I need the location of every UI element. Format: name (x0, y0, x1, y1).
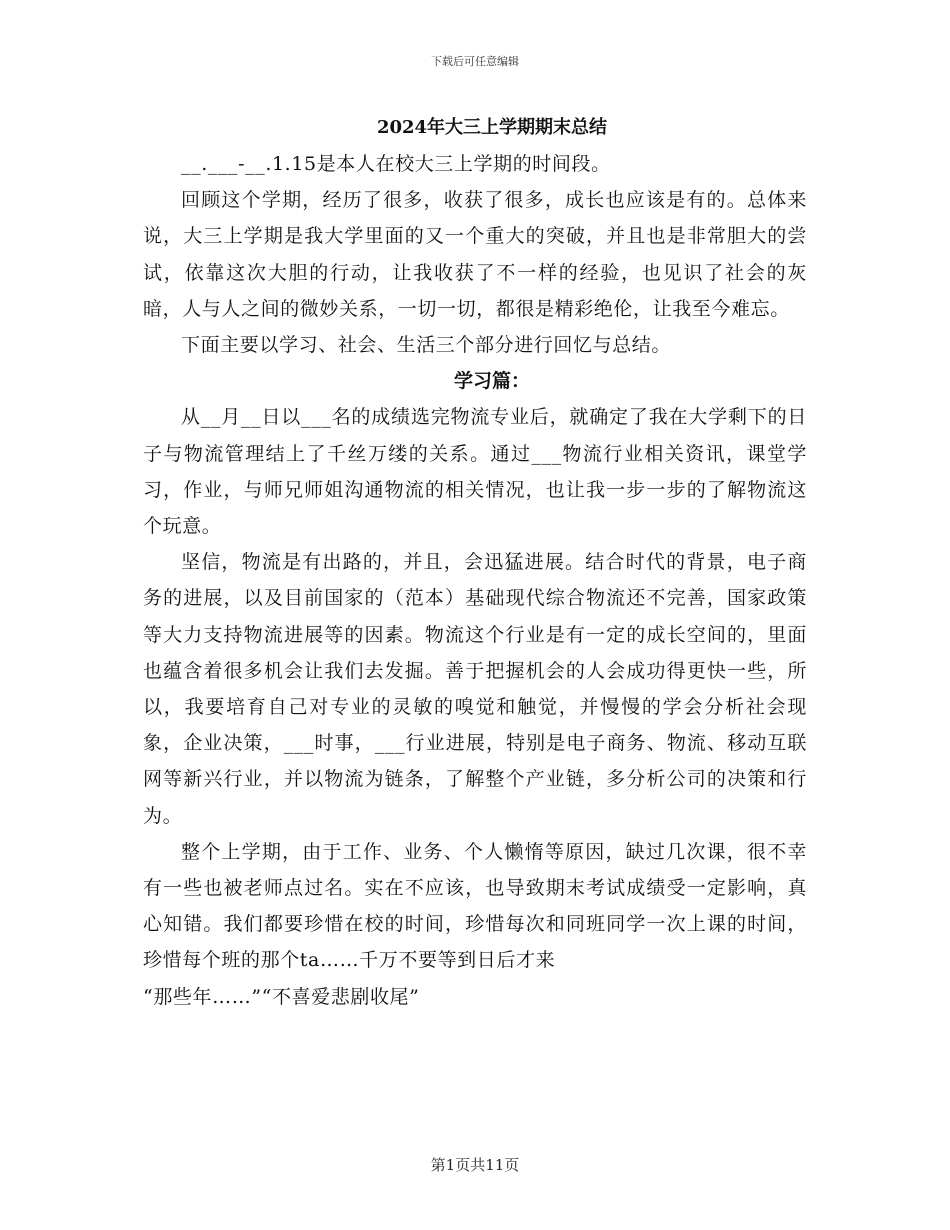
page-header-note: 下载后可任意编辑 (431, 55, 519, 68)
page-number: 第1页共11页 (430, 1156, 520, 1174)
paragraph-attendance: 整个上学期，由于工作、业务、个人懒惰等原因，缺过几次课，很不幸有一些也被老师点过名。实在不应该，也导致期末考试成绩受一定影响，真心知错。我们都要珍惜在校的时间，珍惜每次和同班同学一次上课的时间，珍惜每个班的那个ta……千万不要等到日后才来 (143, 840, 807, 972)
paragraph-date-range: __.___-__.1.15是本人在校大三上学期的时间段。 (181, 153, 611, 175)
document-title: 2024年大三上学期期末总结 (376, 117, 608, 138)
paragraph-outline: 下面主要以学习、社会、生活三个部分进行回忆与总结。 (181, 334, 672, 357)
paragraph-quote: “那些年……”“不喜爱悲剧收尾” (143, 985, 420, 1008)
paragraph-major-choice: 从__月__日以___名的成绩选完物流专业后，就确定了我在大学剩下的日子与物流管理结上了千丝万缕的关系。通过___物流行业相关资讯，课堂学习，作业，与师兄师姐沟通物流的相关情况，也让我一步一步的了解物流这个玩意。 (143, 406, 807, 538)
document-body (143, 110, 807, 1015)
section-title-study: 学习篇： (453, 370, 530, 393)
paragraph-logistics-outlook: 坚信，物流是有出路的，并且，会迅猛进展。结合时代的背景，电子商务的进展，以及目前国家的（范本）基础现代综合物流还不完善，国家政策等大力支持物流进展等的因素。物流这个行业是有一定的成长空间的，里面也蕴含着很多机会让我们去发掘。善于把握机会的人会成功得更快一些，所以，我要培育自己对专业的灵敏的嗅觉和触觉，并慢慢的学会分析社会现象，企业决策，___时事，___行业进展，特别是电子商务、物流、移动互联网等新兴行业，并以物流为链条，了解整个产业链，多分析公司的决策和行为。 (143, 551, 807, 827)
paragraph-review: 回顾这个学期，经历了很多，收获了很多，成长也应该是有的。总体来说，大三上学期是我大学里面的又一个重大的突破，并且也是非常胆大的尝试，依靠这次大胆的行动，让我收获了不一样的经验，也见识了社会的灰暗，人与人之间的微妙关系，一切一切，都很是精彩绝伦，让我至今难忘。 (143, 189, 807, 320)
